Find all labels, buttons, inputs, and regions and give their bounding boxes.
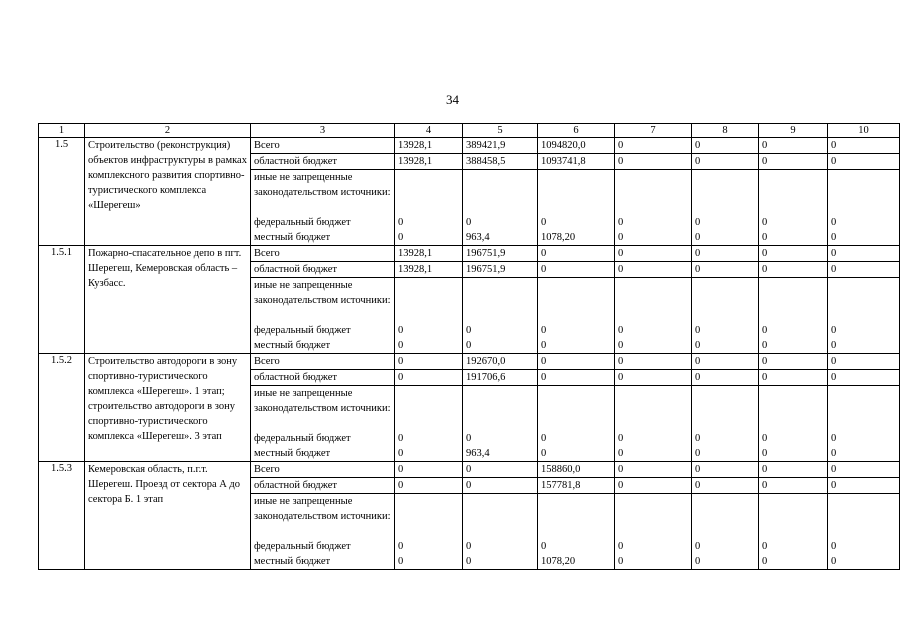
value-local: 0: [398, 556, 404, 567]
value-cell: [615, 354, 692, 462]
funding-sources: [251, 138, 395, 246]
value-total: 0: [828, 138, 899, 154]
value-federal: 0: [831, 217, 837, 228]
value-blank: [762, 386, 824, 431]
table-row: [39, 246, 900, 354]
value-blank: [541, 278, 611, 323]
source-federal-label: федеральный бюджет: [254, 433, 351, 444]
value-cell: [615, 138, 692, 246]
value-regional: 388458,5: [463, 154, 537, 170]
value-blank: [466, 170, 534, 215]
value-local: 0: [695, 340, 701, 351]
value-local: 0: [695, 556, 701, 567]
value-federal: 0: [618, 217, 624, 228]
source-federal-label: федеральный бюджет: [254, 325, 351, 336]
value-cell: [615, 462, 692, 570]
table-row: [39, 462, 900, 570]
source-local-label: местный бюджет: [254, 232, 331, 243]
source-regional-label: областной бюджет: [251, 478, 394, 494]
value-federal: 0: [695, 217, 701, 228]
value-regional: 0: [828, 154, 899, 170]
value-federal: 0: [541, 433, 547, 444]
value-federal: 0: [541, 217, 547, 228]
value-local: 0: [762, 556, 768, 567]
value-total: 13928,1: [395, 138, 462, 154]
value-total: 0: [538, 246, 614, 262]
source-regional-label: областной бюджет: [251, 262, 394, 278]
value-federal: 0: [618, 433, 624, 444]
source-other-label: иные не запрещенные законодательством источники:: [254, 388, 391, 414]
value-blank: [762, 494, 824, 539]
value-blank: [398, 170, 459, 215]
value-local: 0: [762, 340, 768, 351]
value-blank: [398, 278, 459, 323]
row-name: Пожарно-спасательное депо в пгт. Шерегеш, Кемеровская область – Кузбасс.: [85, 246, 251, 354]
value-regional: 0: [395, 478, 462, 494]
value-local: 0: [466, 340, 472, 351]
value-regional: 0: [463, 478, 537, 494]
header-cell: 9: [759, 124, 828, 138]
value-total: 0: [759, 462, 827, 478]
value-federal: 0: [398, 325, 404, 336]
value-local: 0: [831, 556, 837, 567]
value-local: 0: [541, 448, 547, 459]
value-federal: 0: [762, 325, 768, 336]
row-name: Кемеровская область, п.г.т. Шерегеш. Проезд от сектора А до сектора Б. 1 этап: [85, 462, 251, 570]
value-local: 0: [831, 448, 837, 459]
value-cell: [828, 138, 900, 246]
value-local: 0: [398, 448, 404, 459]
value-local: 0: [398, 232, 404, 243]
value-local: 0: [618, 556, 624, 567]
value-total: 0: [828, 246, 899, 262]
funding-sources: [251, 462, 395, 570]
value-total: 0: [828, 462, 899, 478]
value-total: 0: [759, 354, 827, 370]
value-total: 0: [615, 246, 691, 262]
source-regional-label: областной бюджет: [251, 154, 394, 170]
value-blank: [541, 386, 611, 431]
row-code: 1.5.1: [39, 246, 85, 354]
value-blank: [695, 386, 755, 431]
value-cell: [463, 354, 538, 462]
row-code: 1.5: [39, 138, 85, 246]
value-local: 1078,20: [541, 232, 576, 243]
value-total: 192670,0: [463, 354, 537, 370]
value-total: 0: [395, 354, 462, 370]
value-blank: [541, 170, 611, 215]
value-regional: 0: [759, 478, 827, 494]
value-regional: 0: [692, 478, 758, 494]
value-total: 0: [828, 354, 899, 370]
value-federal: 0: [398, 217, 404, 228]
source-other-label: иные не запрещенные законодательством источники:: [254, 280, 391, 306]
source-total-label: Всего: [251, 354, 394, 370]
value-blank: [466, 494, 534, 539]
value-regional: 1093741,8: [538, 154, 614, 170]
header-cell: 8: [692, 124, 759, 138]
source-federal-label: федеральный бюджет: [254, 217, 351, 228]
value-regional: 0: [615, 154, 691, 170]
value-regional: 0: [692, 370, 758, 386]
value-total: 0: [615, 462, 691, 478]
value-local: 0: [398, 340, 404, 351]
value-cell: [759, 354, 828, 462]
value-blank: [695, 170, 755, 215]
value-cell: [828, 246, 900, 354]
value-cell: [615, 246, 692, 354]
source-total-label: Всего: [251, 462, 394, 478]
value-blank: [398, 494, 459, 539]
value-regional: 0: [395, 370, 462, 386]
source-regional-label: областной бюджет: [251, 370, 394, 386]
value-blank: [762, 278, 824, 323]
value-regional: 191706,6: [463, 370, 537, 386]
header-cell: 4: [395, 124, 463, 138]
value-cell: [538, 138, 615, 246]
value-federal: 0: [762, 541, 768, 552]
value-federal: 0: [466, 217, 472, 228]
value-blank: [831, 278, 896, 323]
source-other-label: иные не запрещенные законодательством источники:: [254, 496, 391, 522]
value-regional: 0: [538, 370, 614, 386]
value-regional: 0: [759, 154, 827, 170]
value-blank: [831, 170, 896, 215]
value-regional: 0: [615, 478, 691, 494]
header-cell: 10: [828, 124, 900, 138]
row-name: Строительство автодороги в зону спортивно-туристического комплекса «Шерегеш». 1 этап; строительство автодороги в зону спортивно-туристического комплекса «Шерегеш». 3 этап: [85, 354, 251, 462]
header-cell: 7: [615, 124, 692, 138]
value-cell: [538, 462, 615, 570]
value-federal: 0: [618, 325, 624, 336]
funding-sources: [251, 354, 395, 462]
value-local: 0: [695, 232, 701, 243]
value-cell: [692, 246, 759, 354]
source-local-label: местный бюджет: [254, 448, 331, 459]
value-regional: 0: [759, 262, 827, 278]
value-regional: 13928,1: [395, 154, 462, 170]
row-code: 1.5.3: [39, 462, 85, 570]
value-blank: [618, 386, 688, 431]
source-local-label: местный бюджет: [254, 556, 331, 567]
value-regional: 0: [615, 370, 691, 386]
value-federal: 0: [831, 433, 837, 444]
value-federal: 0: [541, 325, 547, 336]
value-blank: [466, 386, 534, 431]
value-federal: 0: [466, 541, 472, 552]
value-blank: [695, 278, 755, 323]
value-cell: [463, 246, 538, 354]
value-regional: 0: [538, 262, 614, 278]
value-cell: [538, 246, 615, 354]
value-cell: [395, 462, 463, 570]
value-regional: 157781,8: [538, 478, 614, 494]
header-cell: 1: [39, 124, 85, 138]
value-regional: 13928,1: [395, 262, 462, 278]
value-local: 0: [618, 232, 624, 243]
value-total: 0: [395, 462, 462, 478]
value-local: 0: [831, 340, 837, 351]
value-total: 0: [615, 138, 691, 154]
value-federal: 0: [762, 217, 768, 228]
value-regional: 0: [828, 478, 899, 494]
value-regional: 0: [615, 262, 691, 278]
value-blank: [695, 494, 755, 539]
value-total: 0: [759, 138, 827, 154]
header-cell: 3: [251, 124, 395, 138]
value-cell: [395, 354, 463, 462]
value-local: 0: [618, 448, 624, 459]
value-cell: [828, 462, 900, 570]
row-code: 1.5.2: [39, 354, 85, 462]
value-total: 0: [615, 354, 691, 370]
value-total: 158860,0: [538, 462, 614, 478]
value-local: 0: [831, 232, 837, 243]
source-other-label: иные не запрещенные законодательством источники:: [254, 172, 391, 198]
value-regional: 0: [828, 262, 899, 278]
value-regional: 0: [692, 262, 758, 278]
header-cell: 5: [463, 124, 538, 138]
value-regional: 196751,9: [463, 262, 537, 278]
row-name: Строительство (реконструкция) объектов инфраструктуры в рамках комплексного развития спортивно-туристического комплекса «Шерегеш»: [85, 138, 251, 246]
source-total-label: Всего: [251, 138, 394, 154]
value-regional: 0: [692, 154, 758, 170]
value-cell: [463, 138, 538, 246]
value-cell: [759, 246, 828, 354]
value-blank: [762, 170, 824, 215]
header-cell: 2: [85, 124, 251, 138]
value-blank: [618, 494, 688, 539]
value-regional: 0: [759, 370, 827, 386]
value-cell: [538, 354, 615, 462]
value-blank: [618, 278, 688, 323]
value-federal: 0: [831, 541, 837, 552]
value-cell: [759, 138, 828, 246]
value-local: 0: [762, 448, 768, 459]
header-cell: 6: [538, 124, 615, 138]
value-federal: 0: [466, 433, 472, 444]
value-local: 0: [618, 340, 624, 351]
value-federal: 0: [466, 325, 472, 336]
value-local: 0: [762, 232, 768, 243]
value-federal: 0: [831, 325, 837, 336]
table-row: [39, 354, 900, 462]
value-local: 963,4: [466, 232, 490, 243]
value-total: 0: [538, 354, 614, 370]
value-total: 389421,9: [463, 138, 537, 154]
value-total: 0: [692, 246, 758, 262]
value-regional: 0: [828, 370, 899, 386]
value-local: 1078,20: [541, 556, 576, 567]
value-total: 13928,1: [395, 246, 462, 262]
source-total-label: Всего: [251, 246, 394, 262]
value-cell: [759, 462, 828, 570]
value-cell: [395, 138, 463, 246]
budget-table: [38, 123, 900, 570]
source-federal-label: федеральный бюджет: [254, 541, 351, 552]
value-total: 0: [759, 246, 827, 262]
table-row: [39, 138, 900, 246]
value-total: 0: [692, 354, 758, 370]
value-total: 0: [463, 462, 537, 478]
value-cell: [828, 354, 900, 462]
value-cell: [692, 354, 759, 462]
value-federal: 0: [398, 433, 404, 444]
value-local: 963,4: [466, 448, 490, 459]
value-total: 0: [692, 462, 758, 478]
value-cell: [463, 462, 538, 570]
value-federal: 0: [695, 433, 701, 444]
value-blank: [831, 494, 896, 539]
value-local: 0: [466, 556, 472, 567]
page-number: 34: [446, 92, 459, 107]
value-federal: 0: [398, 541, 404, 552]
value-blank: [618, 170, 688, 215]
value-cell: [692, 462, 759, 570]
value-local: 0: [695, 448, 701, 459]
value-federal: 0: [695, 541, 701, 552]
value-blank: [466, 278, 534, 323]
value-blank: [398, 386, 459, 431]
value-local: 0: [541, 340, 547, 351]
header-row: [39, 124, 900, 138]
value-cell: [395, 246, 463, 354]
value-blank: [831, 386, 896, 431]
value-cell: [692, 138, 759, 246]
value-federal: 0: [618, 541, 624, 552]
funding-sources: [251, 246, 395, 354]
value-federal: 0: [762, 433, 768, 444]
value-federal: 0: [695, 325, 701, 336]
source-local-label: местный бюджет: [254, 340, 331, 351]
value-total: 0: [692, 138, 758, 154]
value-federal: 0: [541, 541, 547, 552]
value-total: 196751,9: [463, 246, 537, 262]
value-blank: [541, 494, 611, 539]
value-total: 1094820,0: [538, 138, 614, 154]
